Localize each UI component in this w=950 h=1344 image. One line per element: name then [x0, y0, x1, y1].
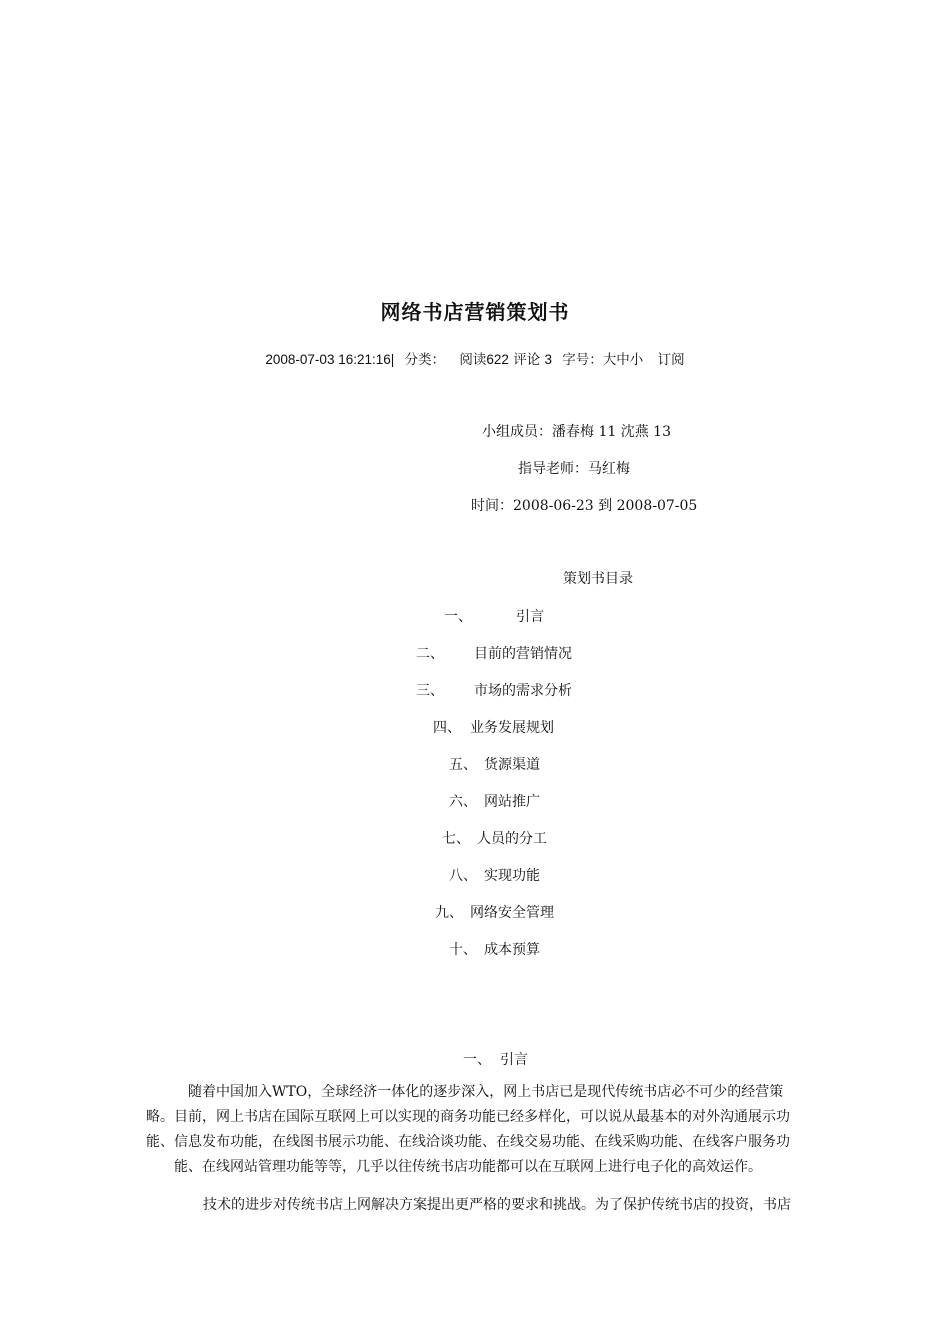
- font-size-selector[interactable]: 字号：大中小: [562, 352, 644, 368]
- toc-item-number: 二、: [416, 646, 444, 662]
- toc-item-number: 七、: [442, 831, 470, 847]
- toc-item: [416, 643, 572, 663]
- paragraph-line: 能、信息发布功能，在线图书展示功能、在线洽谈功能、在线交易功能、在线采购功能、在线客户服务功: [146, 1134, 790, 1150]
- group-members: 小组成员：潘春梅 11 沈燕 13: [482, 424, 671, 440]
- toc-heading: 策划书目录: [563, 571, 633, 587]
- toc-item-number: 一、: [444, 609, 472, 625]
- comment-count[interactable]: 3: [544, 352, 552, 367]
- toc-item: [449, 865, 540, 885]
- section-heading-number: 一、: [463, 1052, 491, 1068]
- toc-item-label: 货源渠道: [484, 757, 540, 773]
- toc-item: [442, 828, 547, 848]
- intro-paragraph-2: [146, 1193, 808, 1218]
- plan-period: 时间：2008-06-23 到 2008-07-05: [471, 498, 698, 514]
- document-title: 网络书店营销策划书: [380, 300, 570, 324]
- toc-item-label: 引言: [516, 609, 544, 625]
- paragraph-line: 随着中国加入WTO，全球经济一体化的逐步深入，网上书店已是现代传统书店必不可少的经营策: [188, 1084, 784, 1100]
- post-datetime: 2008-07-03 16:21:16|: [265, 352, 395, 367]
- toc-item-number: 五、: [449, 757, 477, 773]
- toc-item-label: 实现功能: [484, 868, 540, 884]
- paragraph-line: 略。目前，网上书店在国际互联网上可以实现的商务功能已经多样化，可以说从最基本的对外沟通展示功: [146, 1109, 790, 1125]
- advisor: 指导老师：马红梅: [518, 461, 630, 477]
- toc-item-label: 网站推广: [484, 794, 540, 810]
- toc-item-number: 九、: [435, 905, 463, 921]
- toc-item-number: 八、: [449, 868, 477, 884]
- toc-item-label: 人员的分工: [477, 831, 547, 847]
- comment-label[interactable]: 评论: [513, 352, 541, 368]
- toc-item-number: 三、: [416, 683, 444, 699]
- toc-item-number: 四、: [433, 720, 461, 736]
- paragraph-line: 能、在线网站管理功能等等，几乎以往传统书店功能都可以在互联网上进行电子化的高效运作。: [174, 1159, 762, 1175]
- article-meta: [0, 348, 950, 368]
- read-label: 阅读: [459, 352, 487, 368]
- toc-item-label: 网络安全管理: [470, 905, 554, 921]
- toc-item: [444, 606, 544, 626]
- toc-item-number: 六、: [449, 794, 477, 810]
- intro-paragraph-1: [146, 1080, 808, 1180]
- toc-item: [449, 791, 540, 811]
- read-count: 622: [486, 352, 509, 367]
- section-heading-label: 引言: [500, 1052, 528, 1068]
- toc-item: [449, 754, 540, 774]
- toc-item-label: 市场的需求分析: [474, 683, 572, 699]
- section-heading: [463, 1049, 528, 1069]
- toc-item: [449, 939, 540, 959]
- toc-item-label: 目前的营销情况: [474, 646, 572, 662]
- toc-item: [433, 717, 554, 737]
- toc-item-label: 成本预算: [484, 942, 540, 958]
- toc-item: [435, 902, 554, 922]
- paragraph-line: 技术的进步对传统书店上网解决方案提出更严格的要求和挑战。为了保护传统书店的投资，书店: [203, 1197, 791, 1213]
- subscribe-link[interactable]: 订阅: [657, 352, 685, 368]
- toc-item-number: 十、: [449, 942, 477, 958]
- category-label[interactable]: 分类：: [404, 352, 446, 368]
- toc-item-label: 业务发展规划: [470, 720, 554, 736]
- toc-item: [416, 680, 572, 700]
